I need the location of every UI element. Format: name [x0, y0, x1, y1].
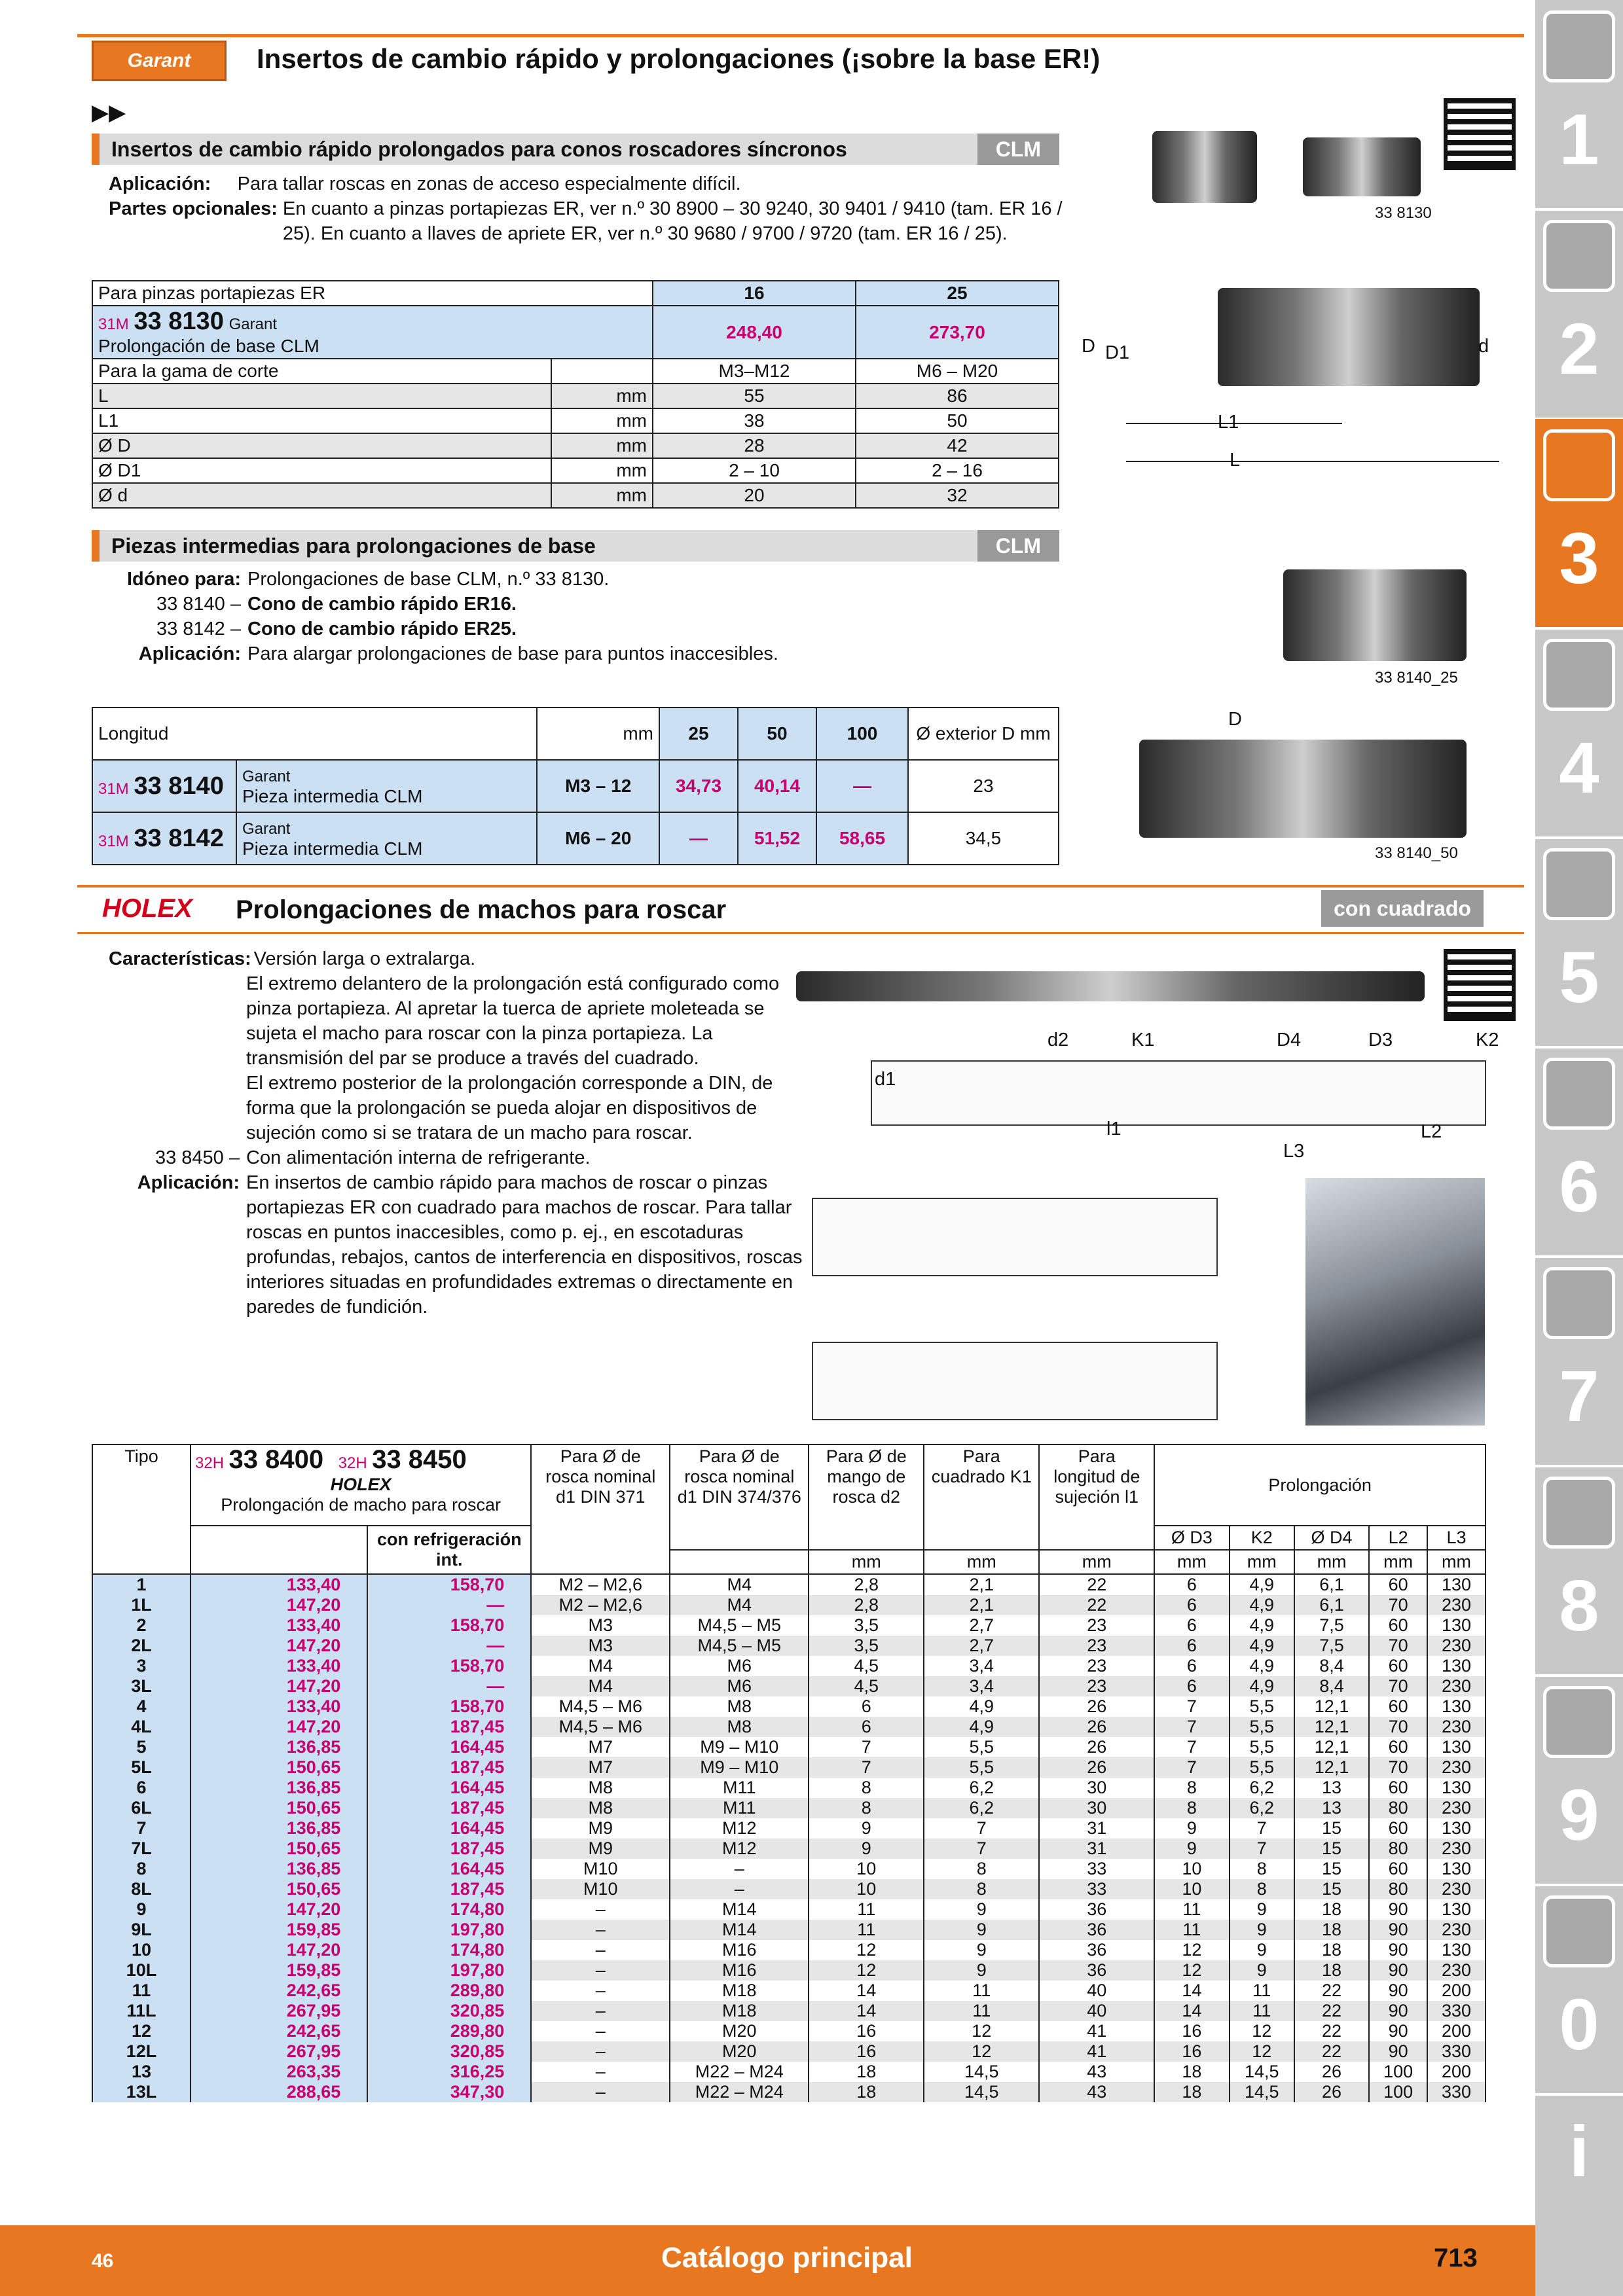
spec-row: Ø d mm 20 32 [92, 483, 1059, 508]
dim-line-L [1126, 461, 1499, 462]
application-photo [1305, 1178, 1485, 1426]
chapter-number: 6 [1559, 1147, 1599, 1227]
price-16: 248,40 [653, 306, 856, 359]
spec-row: L1 mm 38 50 [92, 408, 1059, 433]
table-row: 2L 147,20 — M3 M4,5 – M5 3,5 2,7 23 6 4,9 7,5 70 230 [92, 1636, 1486, 1656]
chapter-tab-9[interactable] [1535, 1676, 1623, 1886]
dimension-drawing-photo [1218, 288, 1480, 386]
tap-extension-drawing-2 [812, 1198, 1218, 1276]
th-products: 32H 33 8400 32H 33 8450 HOLEX Prolongación de macho para roscar [191, 1444, 531, 1526]
th-pinzas: Para pinzas portapiezas ER [92, 281, 653, 306]
table-row: 11L 267,95 320,85 – M18 14 11 40 14 11 22 90 330 [92, 2001, 1486, 2021]
dim-K1: K1 [1131, 1030, 1155, 1050]
table-row: 10L 159,85 197,80 – M16 12 9 36 12 9 18 90 230 [92, 1960, 1486, 1981]
desc-338130: Prolongación de base CLM [98, 336, 319, 356]
product-photo-1 [1152, 131, 1257, 203]
chapter-number: 9 [1559, 1775, 1599, 1856]
chapter-number: 1 [1559, 99, 1599, 180]
chapter-tab-5[interactable] [1535, 838, 1623, 1049]
tag-31m: 31M [98, 315, 129, 333]
chapter-icon [1543, 220, 1615, 292]
holex-logo: HOLEX [102, 894, 192, 923]
chapter-number: 8 [1559, 1566, 1599, 1646]
th-k1: Para cuadrado K1 [924, 1444, 1039, 1550]
chapter-tab-1[interactable] [1535, 0, 1623, 211]
section2-text: Idóneo para: Prolongaciones de base CLM, n.º 33 8130. 33 8140 – Cono de cambio rápido ER16. 33 8142 – Cono de cambio rápido ER25. Aplicación: Para alargar prolongaciones de base para puntos inaccesibles. [126, 569, 778, 664]
chapter-icon [1543, 10, 1615, 82]
chapter-tab-3[interactable] [1535, 419, 1623, 630]
dim-D4: D4 [1277, 1030, 1302, 1050]
spec-row: L mm 55 86 [92, 384, 1059, 408]
section2-title: Piezas intermedias para prolongaciones de base [111, 533, 596, 558]
dim-d: d [1478, 336, 1489, 357]
dim-D3: D3 [1368, 1030, 1393, 1050]
chapter-icon [1543, 1058, 1615, 1130]
chapter-icon [1543, 1686, 1615, 1758]
chapter-tab-4[interactable] [1535, 628, 1623, 839]
table-row: 6L 150,65 187,45 M8 M11 8 6,2 30 8 6,2 13 80 230 [92, 1798, 1486, 1818]
th-din371: Para Ø de rosca nominal d1 DIN 371 [531, 1444, 670, 1574]
row-338140: 31M 33 8140 Garant Pieza intermedia CLM M3 – 12 34,73 40,14 — 23 [92, 760, 1059, 812]
section3-text: Características: Versión larga o extralarga. El extremo delantero de la prolongación está configurado como pinza portapieza. Al apretar la tuerca de apriete moleteada se sujeta el macho para roscar con la pinza portapieza. La transmisión del par se produce a través del cuadrado. El extremo posterior de la prolongación corresponde a DIN, de forma que la prolongación se pueda alojar en dispositivos de sujeción como si se tratara de un macho para roscar. 33 8450 – Con alimentación interna de refrigerante. Aplicación: En insertos de cambio rápido para machos de roscar o pinzas portapiezas ER con cuadrado para machos de roscar. Para tallar roscas en puntos inaccesibles, como p. ej., en escotaduras profundas, rebajos, cantos de interferencia en dispositivos, roscas interiores situadas en profundidades extremas o directamente en paredes de fundición. [109, 948, 803, 1318]
spec-row: Ø D mm 28 42 [92, 433, 1059, 458]
th-l1: Para longitud de sujeción l1 [1039, 1444, 1154, 1550]
table-row: 8L 150,65 187,45 M10 – 10 8 33 10 8 15 80 230 [92, 1879, 1486, 1899]
dim-L: L [1230, 450, 1241, 471]
table-row: 1 133,40 158,70 M2 – M2,6 M4 2,8 2,1 22 6 4,9 6,1 60 130 [92, 1574, 1486, 1595]
dim-L1: L1 [1218, 412, 1239, 433]
table-row: 12L 267,95 320,85 – M20 16 12 41 16 12 22 90 330 [92, 2041, 1486, 2062]
spec-row: Ø D1 mm 2 – 10 2 – 16 [92, 458, 1059, 483]
row-338142: 31M 33 8142 Garant Pieza intermedia CLM M6 – 20 — 51,52 58,65 34,5 [92, 812, 1059, 865]
dim-d1: d1 [875, 1069, 896, 1090]
table-row: 13L 288,65 347,30 – M22 – M24 18 14,5 43 18 14,5 26 100 330 [92, 2082, 1486, 2102]
photo-code-50: 33 8140_50 [1375, 844, 1458, 862]
table-row: 3L 147,20 — M4 M6 4,5 3,4 23 6 4,9 8,4 70 230 [92, 1676, 1486, 1696]
photo-code: 33 8130 [1375, 204, 1432, 222]
tap-extension-drawing-1 [871, 1060, 1486, 1126]
arrows-icon: ▶▶ [92, 100, 126, 125]
table-row: 3 133,40 158,70 M4 M6 4,5 3,4 23 6 4,9 8,4 60 130 [92, 1656, 1486, 1676]
section1-title: Insertos de cambio rápido prolongados para conos roscadores síncronos [111, 137, 847, 161]
chapter-tab-8[interactable] [1535, 1466, 1623, 1677]
section3-rule [77, 885, 1524, 888]
table-row: 12 242,65 289,80 – M20 16 12 41 16 12 22 90 200 [92, 2021, 1486, 2041]
qr-code-icon-2 [1444, 949, 1516, 1021]
table-row: 4L 147,20 187,45 M4,5 – M6 M8 6 4,9 26 7 5,5 12,1 70 230 [92, 1717, 1486, 1737]
section1-header [92, 134, 1059, 165]
chapter-tab-i[interactable] [1535, 2094, 1623, 2296]
chapter-number: i [1569, 2111, 1590, 2192]
photo-code-25: 33 8140_25 [1375, 669, 1458, 687]
chapter-number: 5 [1559, 937, 1599, 1018]
table-row: 9L 159,85 197,80 – M14 11 9 36 11 9 18 90 230 [92, 1920, 1486, 1940]
price-25: 273,70 [856, 306, 1059, 359]
footer-page-left: 46 [92, 2250, 114, 2272]
product-photo-extension [796, 971, 1425, 1001]
th-d2: Para Ø de mango de rosca d2 [809, 1444, 924, 1550]
top-rule [77, 34, 1524, 37]
table-row: 11 242,65 289,80 – M18 14 11 40 14 11 22 90 200 [92, 1981, 1486, 2001]
chapter-number: 2 [1559, 309, 1599, 389]
table-row: 1L 147,20 — M2 – M2,6 M4 2,8 2,1 22 6 4,9 6,1 70 230 [92, 1595, 1486, 1615]
opt-label: Partes opcionales: [109, 198, 278, 219]
table-row: 4 133,40 158,70 M4,5 – M6 M8 6 4,9 26 7 5,5 12,1 60 130 [92, 1696, 1486, 1717]
footer-page-right: 713 [1434, 2244, 1478, 2272]
page-title: Insertos de cambio rápido y prolongaciones (¡sobre la base ER!) [257, 43, 1101, 74]
app-text: Para tallar roscas en zonas de acceso especialmente difícil. [237, 173, 741, 194]
chapter-icon [1543, 848, 1615, 920]
product-photo-338140-50 [1139, 740, 1467, 838]
chapter-tab-6[interactable] [1535, 1047, 1623, 1258]
table-row: 9 147,20 174,80 – M14 11 9 36 11 9 18 90 130 [92, 1899, 1486, 1920]
qr-code-icon [1444, 98, 1516, 170]
table-338140: Longitud mm 25 50 100 Ø exterior D mm 31M 33 8140 Garant Pieza intermedia CLM M3 – 12 34,73 40,14 — 23 31M 33 8142 Garant Pieza intermedia CLM M6 – 20 — 51,52 58,65 34,5 [92, 707, 1059, 865]
section3-title: Prolongaciones de machos para roscar [236, 895, 727, 924]
th-16: 16 [653, 281, 856, 306]
table-row: 6 136,85 164,45 M8 M11 8 6,2 30 8 6,2 13 60 130 [92, 1778, 1486, 1798]
chapter-icon [1543, 429, 1615, 501]
dim-L3: L3 [1283, 1141, 1305, 1162]
dim-D-2: D [1228, 709, 1242, 730]
chapter-icon [1543, 1477, 1615, 1549]
product-photo-338140-25 [1283, 569, 1467, 661]
dim-L2: L2 [1421, 1121, 1442, 1142]
app-label: Aplicación: [109, 173, 211, 194]
dim-d2: d2 [1048, 1030, 1069, 1050]
product-photo-2 [1303, 137, 1421, 196]
th-25: 25 [856, 281, 1059, 306]
garant-logo: Garant [92, 41, 227, 81]
section1-text [109, 171, 1065, 246]
code-338130: 33 8130 [134, 308, 224, 335]
th-tipo: Tipo [92, 1444, 191, 1574]
table-row: 8 136,85 164,45 M10 – 10 8 33 10 8 15 60 130 [92, 1859, 1486, 1879]
th-cool: con refrigeración int. [367, 1526, 531, 1574]
chapter-icon [1543, 1267, 1615, 1339]
tap-extension-drawing-3 [812, 1342, 1218, 1420]
main-table: Tipo 32H 33 8400 32H 33 8450 HOLEX Prolongación de macho para roscar Para Ø de rosca nominal d1 DIN 371 Para Ø de rosca nominal d1 DIN 374/376 Para Ø de mango de rosca d2 Para cuadrado K1 Para longitud de sujeción l1 Prolongación con refrigeración int. Ø D3 K2 Ø D4 L2 L3 mm mm mm mm mm mm mm mm 1 133,40 158,70 M2 – M2,6 M4 2,8 2,1 22 6 4,9 6,1 60 130 1L 147,20 — M2 – M2,6 M4 2,8 2,1 22 6 4,9 6,1 70 230 2 133,40 158,70 M3 M4,5 – M5 3,5 2,7 23 6 4,9 7,5 60 130 2L 147,20 — M3 M4,5 – M5 3,5 2,7 23 6 4,9 7,5 70 230 3 133,40 158,70 M4 M6 4,5 3,4 23 6 4,9 8,4 60 130 3L 147,20 — M4 M6 4,5 3,4 23 6 4,9 8,4 70 230 4 133,40 158,70 M4,5 – M6 M8 6 4,9 26 7 5,5 12,1 60 130 4L 147,20 187,45 M4,5 – M6 M8 6 4,9 26 7 5,5 12,1 70 230 5 136,85 164,45 M7 M9 – M10 7 5,5 26 7 5,5 12,1 60 130 5L 150,65 187,45 M7 M9 – M10 7 5,5 26 7 5,5 12,1 70 230 6 136,85 164,45 M8 M11 8 6,2 30 8 6,2 13 60 130 6L 150,65 187,45 M8 M11 8 6,2 30 8 6,2 13 80 230 7 136,85 164,45 M9 M12 9 7 31 9 7 15 60 130 7L 150,65 187,45 M9 M12 9 7 31 9 7 15 80 230 8 136,85 164,45 M10 – 10 8 33 10 8 15 60 130 8L 150,65 187,45 M10 – 10 8 33 10 8 15 80 230 9 147,20 174,80 – M14 11 9 36 11 9 18 90 130 9L 159,85 197,80 – M14 11 9 36 11 9 18 90 230 10 147,20 174,80 – M16 12 9 36 12 9 18 90 130 10L 159,85 197,80 – M16 12 9 36 12 9 18 90 230 11 242,65 289,80 – M18 14 11 40 14 11 22 90 200 11L 267,95 320,85 – M18 14 11 40 14 11 22 90 330 12 242,65 289,80 – M20 16 12 41 16 12 22 90 200 12L 267,95 320,85 – M20 16 12 41 16 12 22 90 330 13 263,35 316,25 – M22 – M24 18 14,5 43 18 14,5 26 100 200 13L 288,65 347,30 – M22 – M24 18 14,5 43 18 14,5 26 100 330 [92, 1444, 1486, 2102]
dim-K2: K2 [1476, 1030, 1499, 1050]
th-din374: Para Ø de rosca nominal d1 DIN 374/376 [670, 1444, 809, 1550]
table-row: 5L 150,65 187,45 M7 M9 – M10 7 5,5 26 7 5,5 12,1 70 230 [92, 1757, 1486, 1778]
section1-tag: CLM [977, 134, 1059, 165]
opt-text: En cuanto a pinzas portapiezas ER, ver n.º 30 8900 – 30 9240, 30 9401 / 9410 (tam. ER 16 / 25). En cuanto a llaves de apriete ER, ver n.º 30 9680 / 9700 / 9720 (tam. ER 16 / 25). [282, 198, 1063, 244]
table-row: 10 147,20 174,80 – M16 12 9 36 12 9 18 90 130 [92, 1940, 1486, 1960]
spec-row: Para la gama de corte M3–M12 M6 – M20 [92, 359, 1059, 384]
chapter-number: 0 [1559, 1984, 1599, 2065]
table-row: 7L 150,65 187,45 M9 M12 9 7 31 9 7 15 80 230 [92, 1839, 1486, 1859]
section2-tag: CLM [977, 530, 1059, 562]
chapter-tab-7[interactable] [1535, 1257, 1623, 1467]
table-338130 [92, 280, 1059, 509]
table-row: 5 136,85 164,45 M7 M9 – M10 7 5,5 26 7 5,5 12,1 60 130 [92, 1737, 1486, 1757]
table-row: 13 263,35 316,25 – M22 – M24 18 14,5 43 18 14,5 26 100 200 [92, 2062, 1486, 2082]
footer-title: Catálogo principal [661, 2242, 913, 2274]
chapter-tab-0[interactable] [1535, 1885, 1623, 2096]
dim-D1: D1 [1105, 342, 1130, 363]
chapter-number: 3 [1559, 518, 1599, 599]
section3-tag: con cuadrado [1321, 890, 1484, 927]
dim-l1: l1 [1106, 1119, 1122, 1139]
chapter-icon [1543, 1895, 1615, 1967]
chapter-number: 4 [1559, 728, 1599, 808]
chapter-number: 7 [1559, 1356, 1599, 1437]
th-prolongacion: Prolongación [1154, 1444, 1486, 1526]
table-row: 7 136,85 164,45 M9 M12 9 7 31 9 7 15 60 130 [92, 1818, 1486, 1839]
dim-D: D [1082, 336, 1095, 357]
section3-rule-2 [77, 932, 1524, 934]
section2-header [92, 530, 1059, 562]
chapter-tab-2[interactable] [1535, 209, 1623, 420]
brand-logo: Garant [228, 315, 277, 333]
table-row: 2 133,40 158,70 M3 M4,5 – M5 3,5 2,7 23 6 4,9 7,5 60 130 [92, 1615, 1486, 1636]
chapter-icon [1543, 639, 1615, 711]
